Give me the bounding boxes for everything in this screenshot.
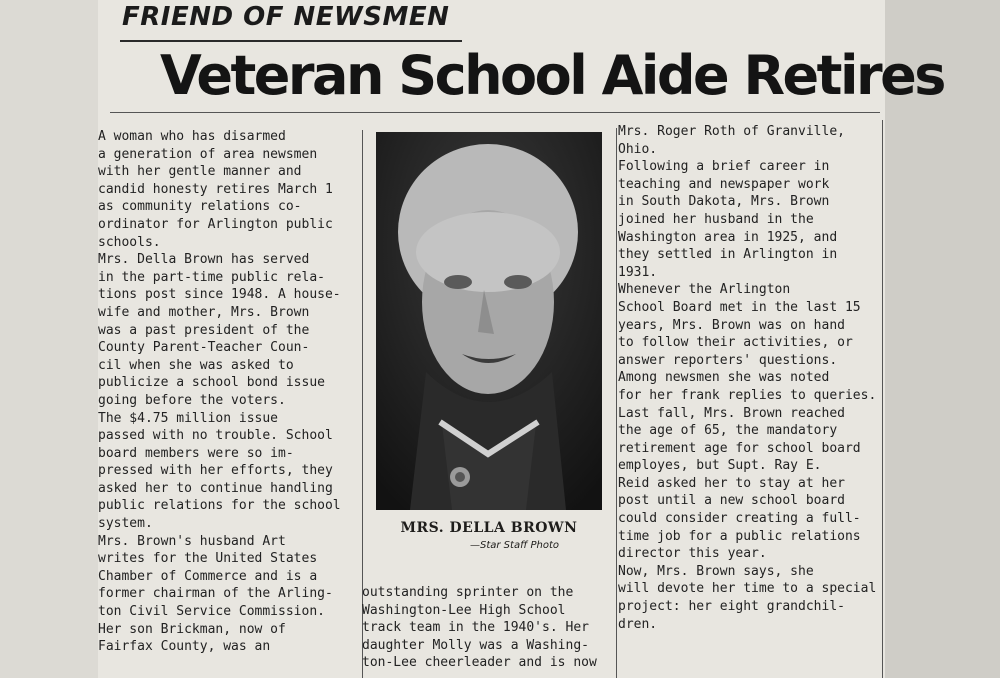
- article-column-right: [618, 123, 883, 633]
- article-line: schools.: [98, 234, 161, 250]
- article-line: pressed with her efforts, they: [98, 463, 333, 479]
- article-line: years, Mrs. Brown was on hand: [618, 317, 845, 333]
- article-line: dren.: [618, 616, 658, 632]
- headline-rule: [110, 112, 880, 113]
- article-line: project: her eight grandchil-: [618, 599, 845, 615]
- kicker-underline: [120, 40, 462, 42]
- article-line: public relations for the school: [98, 498, 341, 514]
- article-line: Among newsmen she was noted: [618, 370, 830, 386]
- article-column-left: [98, 128, 360, 656]
- article-line: Whenever the Arlington: [618, 282, 791, 298]
- headline: Veteran School Aide Retires: [160, 44, 944, 107]
- article-line: will devote her time to a special: [618, 581, 877, 597]
- article-line: in South Dakota, Mrs. Brown: [618, 194, 830, 210]
- article-line: Reid asked her to stay at her: [618, 475, 845, 491]
- article-line: Ohio.: [618, 141, 658, 157]
- article-line: teaching and newspaper work: [618, 176, 830, 192]
- article-line: was a past president of the: [98, 322, 310, 338]
- article-line: as community relations co-: [98, 199, 302, 215]
- article-line: writes for the United States: [98, 551, 318, 567]
- article-line: system.: [98, 516, 153, 532]
- article-line: Washington-Lee High School: [362, 602, 566, 618]
- article-line: asked her to continue handling: [98, 480, 333, 496]
- article-line: A woman who has disarmed: [98, 129, 286, 144]
- photo-credit: —Star Staff Photo: [470, 540, 560, 551]
- article-line: Mrs. Della Brown has served: [98, 252, 310, 268]
- article-line: joined her husband in the: [618, 211, 814, 227]
- article-line: ton-Lee cheerleader and is now: [362, 655, 597, 671]
- article-line: for her frank replies to queries.: [618, 387, 877, 403]
- article-line: tions post since 1948. A house-: [98, 287, 341, 303]
- article-line: answer reporters' questions.: [618, 352, 838, 368]
- photo-caption: MRS. DELLA BROWN: [400, 520, 578, 536]
- article-line: post until a new school board: [618, 493, 845, 509]
- article-line: Chamber of Commerce and is a: [98, 568, 318, 584]
- article-line: former chairman of the Arling-: [98, 586, 333, 602]
- article-line: County Parent-Teacher Coun-: [98, 340, 310, 356]
- article-line: Washington area in 1925, and: [618, 229, 838, 245]
- article-line: a generation of area newsmen: [98, 146, 318, 162]
- portrait-image: [376, 132, 602, 510]
- article-line: Mrs. Roger Roth of Granville,: [618, 124, 845, 139]
- article-line: publicize a school bond issue: [98, 375, 325, 391]
- article-line: time job for a public relations: [618, 528, 861, 544]
- article-line: Now, Mrs. Brown says, she: [618, 563, 814, 579]
- article-line: Mrs. Brown's husband Art: [98, 533, 286, 549]
- article-line: in the part-time public rela-: [98, 269, 325, 285]
- article-line: board members were so im-: [98, 445, 294, 461]
- article-line: ton Civil Service Commission.: [98, 604, 325, 620]
- article-line: with her gentle manner and: [98, 164, 302, 180]
- article-line: track team in the 1940's. Her: [362, 620, 589, 636]
- article-column-middle: [362, 584, 622, 672]
- portrait-photo: [376, 132, 602, 510]
- article-line: candid honesty retires March 1: [98, 181, 333, 197]
- article-line: outstanding sprinter on the: [362, 585, 574, 600]
- article-line: could consider creating a full-: [618, 511, 861, 527]
- article-line: the age of 65, the mandatory: [618, 423, 838, 439]
- kicker-heading: FRIEND OF NEWSMEN: [122, 2, 450, 32]
- article-line: daughter Molly was a Washing-: [362, 637, 589, 653]
- article-line: cil when she was asked to: [98, 357, 294, 373]
- article-line: 1931.: [618, 264, 658, 280]
- article-line: ordinator for Arlington public: [98, 216, 333, 232]
- article-line: they settled in Arlington in: [618, 247, 838, 263]
- article-line: Fairfax County, was an: [98, 639, 271, 655]
- article-line: employes, but Supt. Ray E.: [618, 458, 822, 474]
- article-line: Last fall, Mrs. Brown reached: [618, 405, 845, 421]
- article-line: wife and mother, Mrs. Brown: [98, 304, 310, 320]
- article-line: passed with no trouble. School: [98, 428, 333, 444]
- article-line: The $4.75 million issue: [98, 410, 279, 426]
- article-line: Her son Brickman, now of: [98, 621, 286, 637]
- article-line: to follow their activities, or: [618, 335, 853, 351]
- article-line: going before the voters.: [98, 392, 286, 408]
- article-line: Following a brief career in: [618, 159, 830, 175]
- article-line: School Board met in the last 15: [618, 299, 861, 315]
- article-line: director this year.: [618, 546, 767, 562]
- article-line: retirement age for school board: [618, 440, 861, 456]
